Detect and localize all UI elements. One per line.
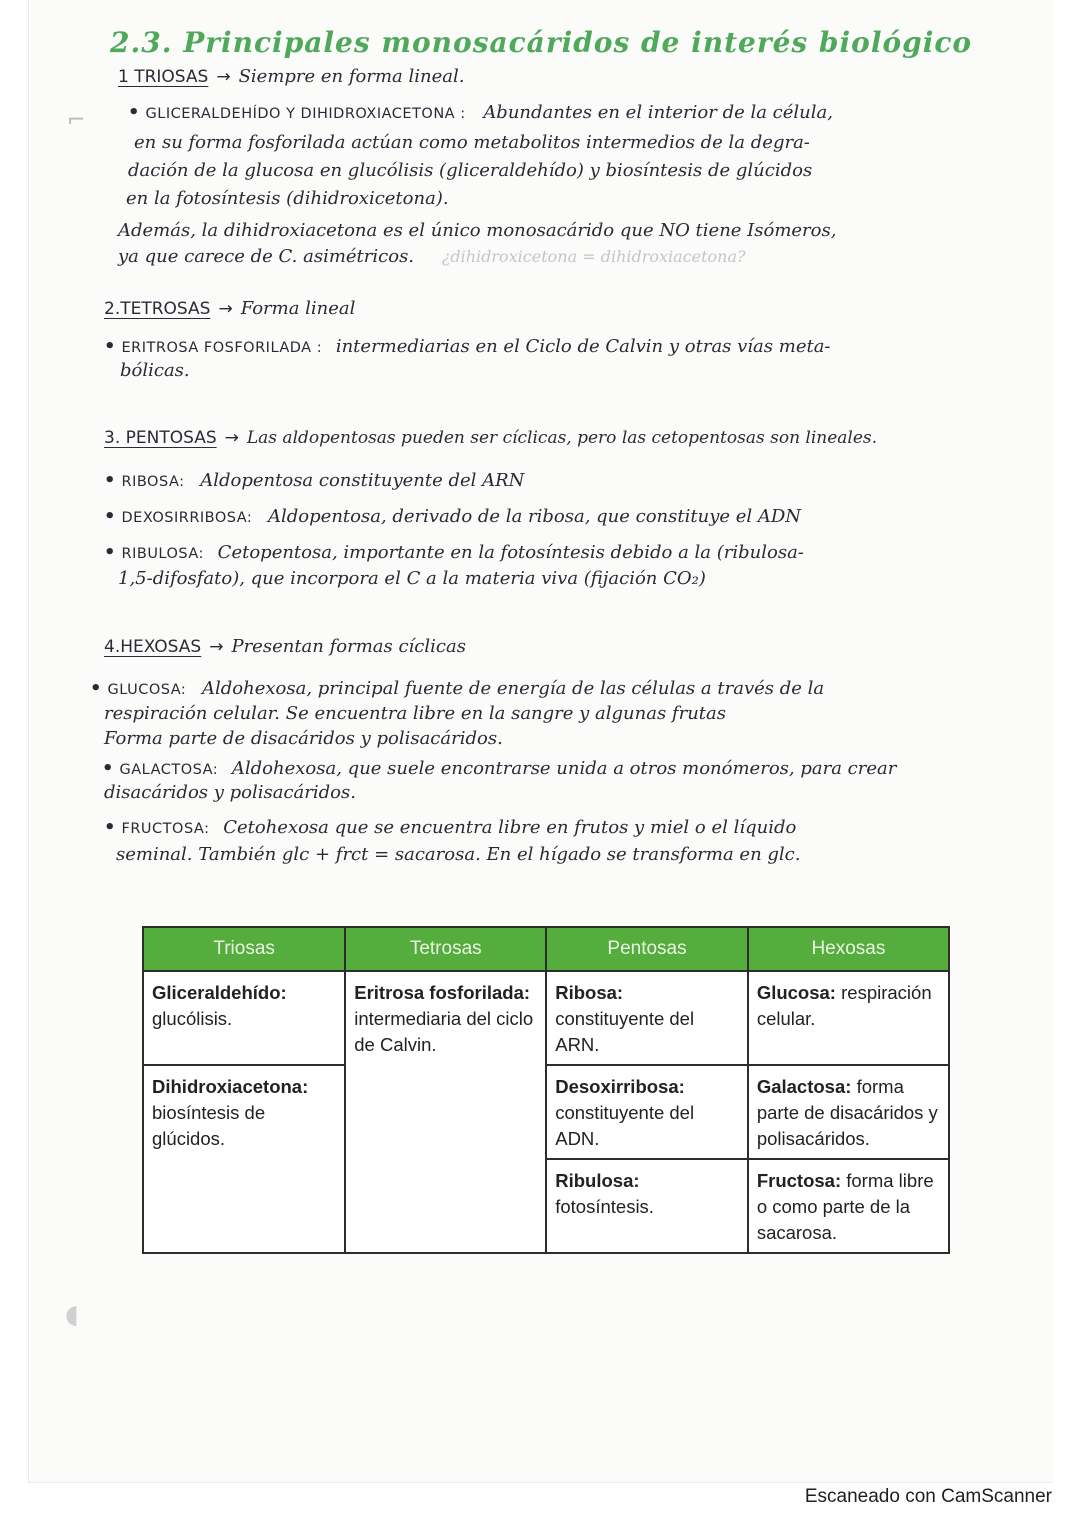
section-tetrosas-heading: 2.TETROSAS → Forma lineal [104, 298, 356, 319]
table-cell: Eritrosa fosforilada: intermediaria del ciclo de Calvin. [345, 971, 546, 1253]
table-row [143, 1065, 949, 1159]
table-row [143, 971, 949, 1065]
column-header: Triosas [143, 927, 345, 971]
table-cell: Fructosa: forma libre o como parte de la sacarosa. [748, 1159, 949, 1253]
page-title: 2.3. Principales monosacáridos de interés biológico [110, 26, 973, 59]
column-header: Tetrosas [345, 927, 546, 971]
list-item: • ERITROSA FOSFORILADA : intermediarias en el Ciclo de Calvin y otras vías meta- [104, 336, 831, 357]
text-line: en su forma fosforilada actúan como metabolitos intermedios de la degra- [134, 132, 810, 153]
text-line: respiración celular. Se encuentra libre en la sangre y algunas frutas [104, 703, 726, 724]
text-line: en la fotosíntesis (dihidroxicetona). [126, 188, 449, 209]
arrow-icon: → [224, 428, 239, 448]
pencil-note: ¿dihidroxicetona = dihidroxiacetona? [441, 247, 746, 266]
list-item: • GALACTOSA: Aldohexosa, que suele encontrarse unida a otros monómeros, para crear [102, 758, 897, 779]
text-line: 1,5-difosfato), que incorpora el C a la materia viva (fijación CO₂) [118, 568, 706, 589]
table-cell: Ribosa: constituyente del ARN. [546, 971, 748, 1065]
text-line: Además, la dihidroxiacetona es el único monosacárido que NO tiene Isómeros, [118, 220, 837, 241]
margin-scribble-icon: ⌐ [67, 108, 86, 133]
monosaccharides-table [142, 926, 950, 1254]
arrow-icon: → [218, 299, 233, 319]
list-item: • RIBOSA: Aldopentosa constituyente del ARN [104, 470, 525, 491]
section-triosas-heading: 1 TRIOSAS → Siempre en forma lineal. [118, 66, 465, 87]
list-item: • RIBULOSA: Cetopentosa, importante en la fotosíntesis debido a la (ribulosa- [104, 542, 804, 563]
table-cell: Galactosa: forma parte de disacáridos y polisacáridos. [748, 1065, 949, 1159]
table-header-row [143, 927, 949, 971]
list-item: • DEXOSIRRIBOSA: Aldopentosa, derivado de la ribosa, que constituye el ADN [104, 506, 802, 527]
text-line: ya que carece de C. asimétricos. ¿dihidroxicetona = dihidroxiacetona? [118, 246, 746, 267]
list-item: • FRUCTOSA: Cetohexosa que se encuentra libre en frutos y miel o el líquido [104, 817, 797, 838]
section-hexosas-heading: 4.HEXOSAS → Presentan formas cíclicas [104, 636, 466, 657]
section-pentosas-heading: 3. PENTOSAS → Las aldopentosas pueden ser cíclicas, pero las cetopentosas son lineales. [104, 428, 878, 448]
column-header: Pentosas [546, 927, 748, 971]
table-cell: Gliceraldehído: glucólisis. [143, 971, 345, 1065]
arrow-icon: → [216, 67, 231, 87]
list-item: • GLICERALDEHÍDO Y DIHIDROXIACETONA : Abundantes en el interior de la célula, [128, 102, 833, 123]
text-line: dación de la glucosa en glucólisis (gliceraldehído) y biosíntesis de glúcidos [128, 160, 813, 181]
table-cell: Desoxirribosa: constituyente del ADN. [546, 1065, 748, 1159]
text-line: Forma parte de disacáridos y polisacáridos. [104, 728, 503, 749]
column-header: Hexosas [748, 927, 949, 971]
margin-hole-icon: ◖ [65, 1300, 79, 1330]
arrow-icon: → [209, 637, 224, 657]
scanner-watermark: Escaneado con CamScanner [804, 1486, 1052, 1507]
list-item: • GLUCOSA: Aldohexosa, principal fuente de energía de las células a través de la [90, 678, 825, 699]
text-line: disacáridos y polisacáridos. [104, 782, 356, 803]
table-cell: Ribulosa: fotosíntesis. [546, 1159, 748, 1253]
table-cell: Dihidroxiacetona: biosíntesis de glúcidos. [143, 1065, 345, 1253]
text-line: bólicas. [120, 360, 190, 381]
table-cell: Glucosa: respiración celular. [748, 971, 949, 1065]
text-line: seminal. También glc + frct = sacarosa. En el hígado se transforma en glc. [116, 844, 801, 865]
